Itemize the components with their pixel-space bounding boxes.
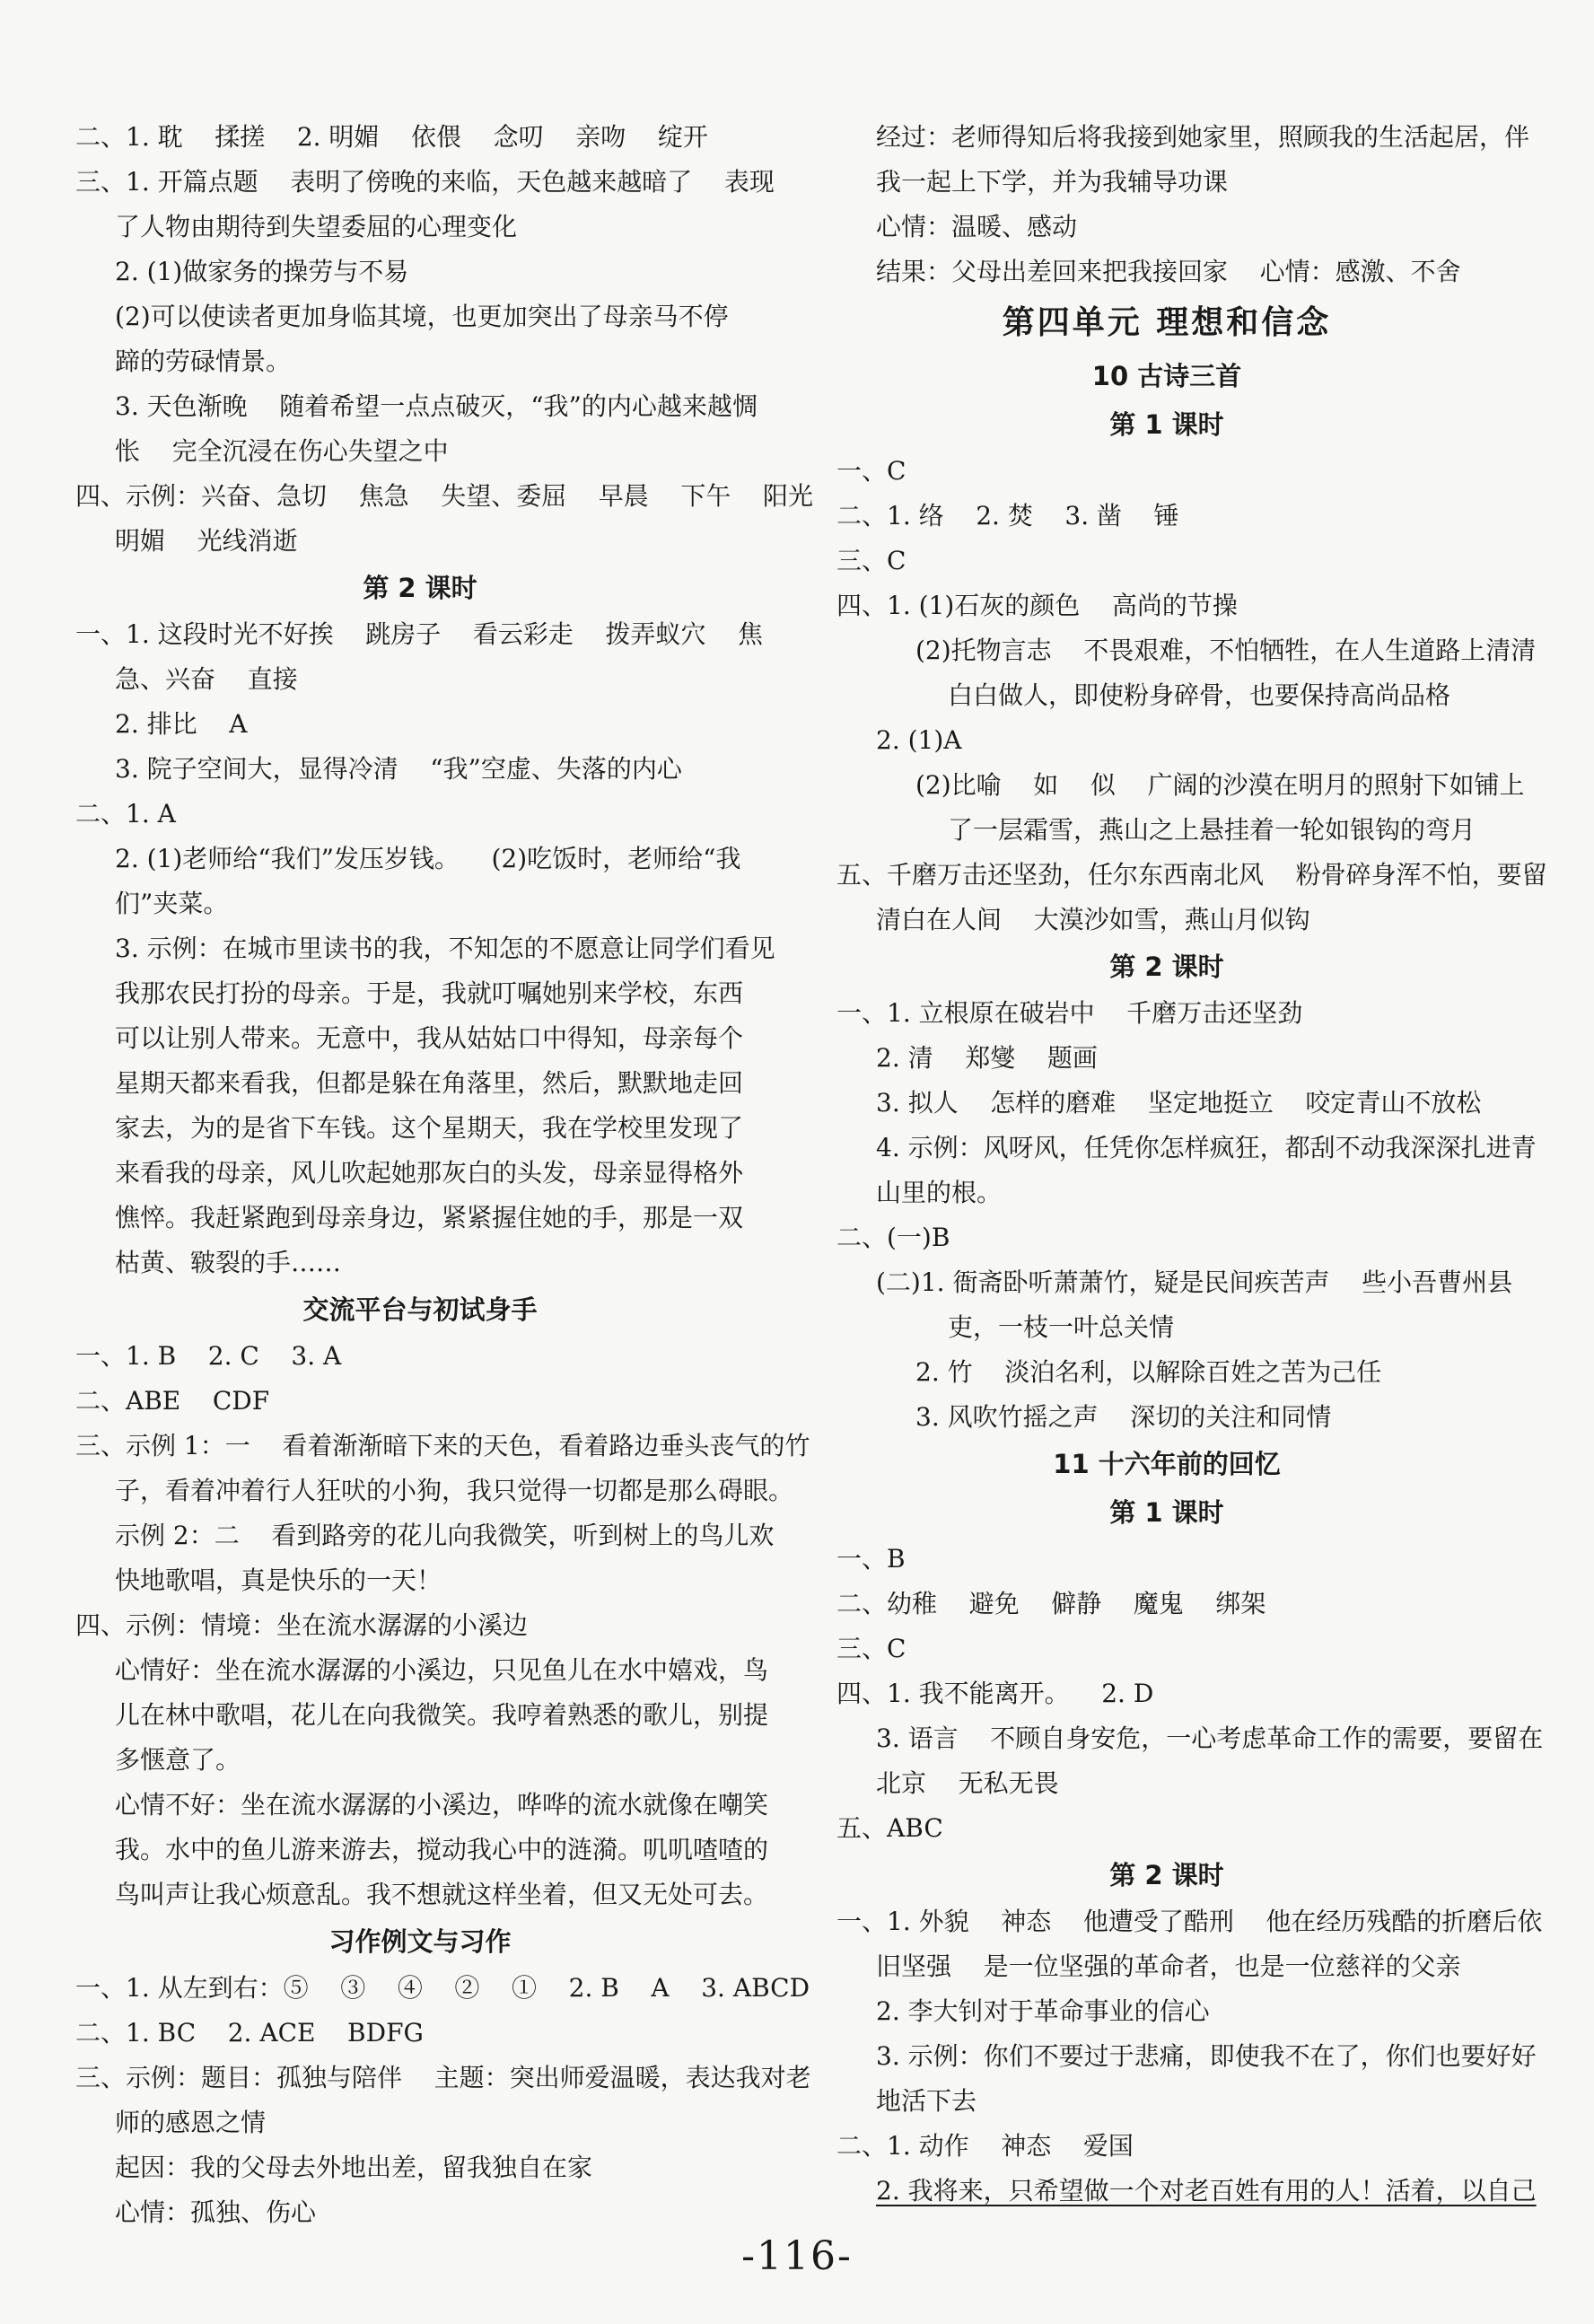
answer-line: 结果：父母出差回来把我接回家 心情：感激、不舍 xyxy=(876,257,1461,286)
section-heading: 11 十六年前的回忆 xyxy=(1053,1449,1281,1479)
answer-line: 3. 语言 不顾自身安危，一心考虑革命工作的需要，要留在 xyxy=(876,1723,1544,1753)
answer-line: 二、(一)B xyxy=(836,1223,950,1252)
answer-line: 北京 无私无畏 xyxy=(876,1768,1059,1798)
answer-line: (2)比喻 如 似 广阔的沙漠在明月的照射下如铺上 xyxy=(915,770,1525,800)
section-heading: 第 2 课时 xyxy=(363,573,477,603)
answer-line: 二、1. BC 2. ACE BDFG xyxy=(75,2018,424,2048)
answer-line: 3. 拟人 怎样的磨难 坚定地挺立 咬定青山不放松 xyxy=(876,1088,1482,1118)
answer-line: 2. 清 郑燮 题画 xyxy=(876,1043,1098,1073)
answer-line: 心情不好：坐在流水潺潺的小溪边，哗哗的流水就像在嘲笑 xyxy=(115,1790,769,1820)
answer-line: 三、示例 1：一 看着渐渐暗下来的天色，看着路边垂头丧气的竹 xyxy=(75,1431,810,1460)
answer-line: 怅 完全沉浸在伤心失望之中 xyxy=(115,436,449,466)
answer-line: 示例 2：二 看到路旁的花儿向我微笑，听到树上的鸟儿欢 xyxy=(115,1521,775,1550)
answer-line: (2)托物言志 不畏艰难，不怕牺牲，在人生道路上清清 xyxy=(915,636,1537,665)
answer-line: 一、B xyxy=(836,1544,906,1574)
answer-line: 急、兴奋 直接 xyxy=(115,664,298,694)
answer-line: 经过：老师得知后将我接到她家里，照顾我的生活起居，伴 xyxy=(876,122,1530,152)
answer-line: 心情好：坐在流水潺潺的小溪边，只见鱼儿在水中嬉戏，鸟 xyxy=(115,1655,769,1685)
answer-line: 二、1. 络 2. 焚 3. 凿 锤 xyxy=(836,501,1179,531)
answer-line: 二、ABE CDF xyxy=(75,1386,270,1416)
answer-line: 二、幼稚 避免 僻静 魔鬼 绑架 xyxy=(836,1589,1266,1618)
answer-line: 一、C xyxy=(836,456,906,486)
answer-line: 3. 院子空间大，显得冷清 “我”空虚、失落的内心 xyxy=(115,754,682,784)
answer-line: 四、1. (1)石灰的颜色 高尚的节操 xyxy=(836,591,1238,620)
answer-line: 一、1. B 2. C 3. A xyxy=(75,1341,342,1371)
answer-line: 吏，一枝一叶总关情 xyxy=(948,1312,1175,1342)
answer-line: 三、1. 开篇点题 表明了傍晚的来临，天色越来越暗了 表现 xyxy=(75,167,775,197)
answer-line: 三、C xyxy=(836,1634,906,1663)
answer-line: 旧坚强 是一位坚强的革命者，也是一位慈祥的父亲 xyxy=(876,1951,1461,1981)
answer-line: 师的感恩之情 xyxy=(115,2108,267,2137)
answer-line: 三、示例：题目：孤独与陪伴 主题：突出师爱温暖，表达我对老 xyxy=(75,2063,811,2092)
answer-line: 一、1. 外貌 神态 他遭受了酷刑 他在经历残酷的折磨后依 xyxy=(836,1907,1543,1936)
section-heading: 第 2 课时 xyxy=(1109,1860,1224,1890)
answer-line: 一、1. 这段时光不好挨 跳房子 看云彩走 拨弄蚁穴 焦 xyxy=(75,619,764,649)
answer-line: 星期天都来看我，但都是躲在角落里，然后，默默地走回 xyxy=(115,1068,744,1098)
right-column xyxy=(836,115,1547,2214)
answer-line: 心情：温暖、感动 xyxy=(876,212,1078,241)
page-number: -116- xyxy=(741,2233,853,2279)
answer-line: 2. 李大钊对于革命事业的信心 xyxy=(876,1996,1210,2026)
answer-line: 二、1. 动作 神态 爱国 xyxy=(836,2131,1134,2161)
answer-line: 明媚 光线消逝 xyxy=(115,526,298,556)
answer-line: 了一层霜雪，燕山之上悬挂着一轮如银钩的弯月 xyxy=(948,815,1476,845)
answer-line: 们”夹菜。 xyxy=(115,889,229,918)
answer-line: 三、C xyxy=(836,546,906,575)
answer-line: 起因：我的父母去外地出差，留我独自在家 xyxy=(115,2153,593,2182)
answer-line: 四、示例：情境：坐在流水潺潺的小溪边 xyxy=(75,1610,529,1640)
answer-line: 儿在林中歌唱，花儿在向我微笑。我哼着熟悉的歌儿，别提 xyxy=(115,1700,769,1730)
answer-line: (2)可以使读者更加身临其境，也更加突出了母亲马不停 xyxy=(115,302,729,331)
answer-line: 清白在人间 大漠沙如雪，燕山月似钩 xyxy=(876,905,1310,934)
answer-line: 2. (1)老师给“我们”发压岁钱。 (2)吃饭时，老师给“我 xyxy=(115,844,741,873)
answer-line: 我一起上下学，并为我辅导功课 xyxy=(876,167,1229,197)
answer-line: 一、1. 立根原在破岩中 千磨万击还坚劲 xyxy=(836,998,1303,1028)
section-heading: 第 2 课时 xyxy=(1109,952,1224,982)
answer-line: 可以让别人带来。无意中，我从姑姑口中得知，母亲每个 xyxy=(115,1023,744,1053)
section-heading: 习作例文与习作 xyxy=(328,1926,512,1957)
answer-line: 蹄的劳碌情景。 xyxy=(115,346,292,376)
answer-line: 3. 示例：你们不要过于悲痛，即使我不在了，你们也要好好 xyxy=(876,2041,1537,2071)
section-heading: 10 古诗三首 xyxy=(1091,361,1242,391)
answer-line: 来看我的母亲，风儿吹起她那灰白的头发，母亲显得格外 xyxy=(115,1158,744,1188)
answer-line: 家去，为的是省下车钱。这个星期天，我在学校里发现了 xyxy=(115,1113,744,1143)
answer-line: 2. 排比 A xyxy=(115,709,248,739)
answer-line: 心情：孤独、伤心 xyxy=(115,2197,317,2227)
answer-line: 白白做人，即使粉身碎骨，也要保持高尚品格 xyxy=(948,680,1451,710)
answer-line: 山里的根。 xyxy=(876,1178,1003,1207)
answer-line: 2. (1)A xyxy=(876,725,962,755)
answer-line: 子，看着冲着行人狂吠的小狗，我只觉得一切都是那么碍眼。 xyxy=(115,1476,794,1505)
answer-line: 一、1. 从左到右：⑤ ③ ④ ② ① 2. B A 3. ABCD xyxy=(75,1973,810,2003)
left-column xyxy=(75,115,814,2235)
unit-heading: 第四单元 理想和信念 xyxy=(1002,304,1332,341)
section-heading: 交流平台与初试身手 xyxy=(302,1294,538,1325)
answer-line: 4. 示例：风呀风，任凭你怎样疯狂，都刮不动我深深扎进青 xyxy=(876,1133,1537,1162)
answer-line: 快地歌唱，真是快乐的一天！ xyxy=(115,1565,442,1595)
answer-line: 四、1. 我不能离开。 2. D xyxy=(836,1679,1154,1708)
answer-line: 多惬意了。 xyxy=(115,1745,241,1775)
answer-line xyxy=(836,2169,1537,2214)
answer-line: 3. 风吹竹摇之声 深切的关注和同情 xyxy=(915,1402,1332,1432)
answer-line: 二、1. A xyxy=(75,799,176,829)
answer-line: 2. (1)做家务的操劳与不易 xyxy=(115,257,409,286)
answer-line: 鸟叫声让我心烦意乱。我不想就这样坐着，但又无处可去。 xyxy=(115,1880,769,1909)
answer-line: 3. 示例：在城市里读书的我，不知怎的不愿意让同学们看见 xyxy=(115,934,775,963)
answer-line: 地活下去 xyxy=(876,2086,977,2116)
answer-line: 3. 天色渐晚 随着希望一点点破灭，“我”的内心越来越惆 xyxy=(115,391,758,421)
answer-line: 了人物由期待到失望委屈的心理变化 xyxy=(115,212,518,241)
answer-line: 四、示例：兴奋、急切 焦急 失望、委屈 早晨 下午 阳光 xyxy=(75,481,814,511)
answer-line: 我那农民打扮的母亲。于是，我就叮嘱她别来学校，东西 xyxy=(115,978,744,1008)
answer-line: 枯黄、皲裂的手…… xyxy=(115,1248,342,1277)
answer-line: 憔悴。我赶紧跑到母亲身边，紧紧握住她的手，那是一双 xyxy=(115,1203,744,1232)
answer-line: 五、千磨万击还坚劲，任尔东西南北风 粉骨碎身浑不怕，要留 xyxy=(836,860,1547,890)
answer-line: 二、1. 耽 揉搓 2. 明媚 依偎 念叨 亲吻 绽开 xyxy=(75,122,708,152)
answer-line: 五、ABC xyxy=(836,1813,943,1843)
underlined-text: 2. 我将来，只希望做一个对老百姓有用的人！活着，以自己 xyxy=(876,2176,1537,2206)
answer-line: 我。水中的鱼儿游来游去，搅动我心中的涟漪。叽叽喳喳的 xyxy=(115,1835,769,1864)
section-heading: 第 1 课时 xyxy=(1109,1497,1224,1528)
section-heading: 第 1 课时 xyxy=(1109,409,1224,440)
answer-line: (二)1. 衙斋卧听萧萧竹，疑是民间疾苦声 些小吾曹州县 xyxy=(876,1267,1513,1297)
answer-line: 2. 竹 淡泊名利，以解除百姓之苦为己任 xyxy=(915,1357,1382,1387)
